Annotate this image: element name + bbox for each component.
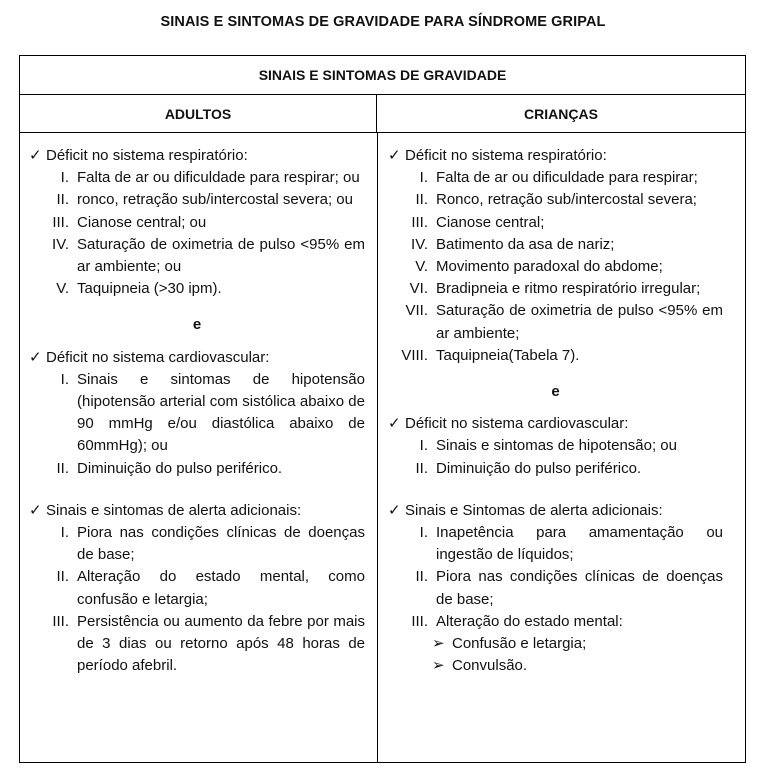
roman-numeral: III. — [411, 612, 428, 630]
document-title: SINAIS E SINTOMAS DE GRAVIDADE PARA SÍNDROME GRIPAL — [160, 14, 606, 30]
children-respiratory-section — [388, 145, 723, 367]
item-text: Sinais e sintomas de hipotensão (hipotensão arterial com sistólica abaixo de 90 mmHg e/ou diastólica abaixo de 60mmHg); ou — [77, 370, 365, 455]
roman-numeral: I. — [60, 370, 69, 388]
section-title: Déficit no sistema respiratório: — [46, 147, 248, 164]
roman-numeral: VII. — [405, 302, 428, 320]
item-text: Alteração do estado mental, como confusão e letargia; — [77, 568, 365, 608]
roman-numeral: II. — [56, 568, 69, 586]
adults-respiratory-section — [29, 145, 365, 300]
list-item — [29, 212, 365, 234]
roman-numeral: III. — [52, 213, 69, 231]
item-text: Piora nas condições clínicas de doenças de base; — [77, 524, 365, 564]
column-divider — [377, 133, 378, 762]
list-item — [29, 611, 365, 678]
column-header-adults: ADULTOS — [20, 95, 377, 133]
roman-numeral: IV. — [411, 235, 428, 253]
section-title: Sinais e Sintomas de alerta adicionais: — [405, 501, 663, 519]
item-text: Diminuição do pulso periférico. — [77, 459, 283, 477]
arrow-icon: ➢ — [432, 635, 445, 653]
roman-numeral: I. — [419, 524, 428, 542]
item-text: Inapetência para amamentação ou ingestão de líquidos; — [436, 524, 723, 564]
children-cardiovascular-section — [388, 413, 723, 480]
check-icon: ✓ — [388, 147, 401, 164]
roman-numeral: I. — [419, 437, 428, 455]
list-item — [388, 611, 723, 633]
item-text: Persistência ou aumento da febre por mais de 3 dias ou retorno após 48 horas de período afebril. — [77, 612, 365, 675]
list-item — [388, 300, 723, 344]
adults-additional-section — [29, 500, 365, 678]
item-text: Falta de ar ou dificuldade para respirar; ou — [77, 169, 360, 187]
item-text: Movimento paradoxal do abdome; — [436, 258, 663, 276]
sub-item-text: Convulsão. — [452, 657, 528, 675]
section-title: Déficit no sistema cardiovascular: — [46, 348, 270, 366]
roman-numeral: III. — [52, 612, 69, 630]
list-item — [388, 167, 723, 189]
spacer — [29, 480, 365, 500]
list-item — [29, 189, 365, 211]
item-text: Sinais e sintomas de hipotensão; ou — [436, 437, 677, 455]
arrow-icon: ➢ — [432, 657, 445, 675]
list-item — [29, 522, 365, 566]
item-text: Ronco, retração sub/intercostal severa; — [436, 191, 697, 209]
item-text: ronco, retração sub/intercostal severa; ou — [77, 191, 353, 209]
children-additional-section — [388, 500, 723, 678]
item-text: Cianose central; — [436, 213, 545, 231]
list-item — [388, 522, 723, 566]
roman-numeral: II. — [56, 459, 69, 477]
check-icon: ✓ — [29, 147, 42, 164]
roman-numeral: II. — [415, 459, 428, 477]
list-item — [388, 458, 723, 480]
roman-numeral: I. — [60, 524, 69, 542]
item-text: Falta de ar ou dificuldade para respirar; — [436, 169, 698, 187]
section-title: Déficit no sistema cardiovascular: — [405, 415, 629, 433]
list-item — [29, 566, 365, 610]
adults-cardiovascular-section — [29, 347, 365, 480]
sub-list-item — [388, 655, 723, 677]
list-item — [29, 234, 365, 278]
severity-table — [19, 55, 746, 763]
roman-numeral: II. — [56, 191, 69, 209]
roman-numeral: I. — [60, 169, 69, 187]
roman-numeral: II. — [415, 191, 428, 209]
list-item — [388, 278, 723, 300]
list-item — [29, 369, 365, 458]
list-item — [388, 234, 723, 256]
conjunction: e — [551, 383, 560, 401]
spacer — [388, 480, 723, 500]
list-item — [388, 345, 723, 367]
item-text: Alteração do estado mental: — [436, 612, 623, 630]
roman-numeral: V. — [415, 258, 428, 276]
list-item — [29, 167, 365, 189]
item-text: Taquipneia(Tabela 7). — [436, 346, 580, 364]
check-icon: ✓ — [29, 348, 42, 366]
check-icon: ✓ — [29, 501, 42, 519]
item-text: Saturação de oximetria de pulso <95% em ar ambiente; ou — [77, 235, 365, 276]
conjunction: e — [192, 316, 202, 334]
item-text: Saturação de oximetria de pulso <95% em ar ambiente; — [436, 302, 723, 342]
sub-item-text: Confusão e letargia; — [452, 635, 587, 653]
item-text: Bradipneia e ritmo respiratório irregular; — [436, 280, 701, 298]
section-title: Sinais e sintomas de alerta adicionais: — [46, 501, 302, 519]
section-title: Déficit no sistema respiratório: — [405, 147, 607, 164]
list-item — [388, 256, 723, 278]
item-text: Taquipneia (>30 ipm). — [77, 280, 222, 298]
column-header-children: CRIANÇAS — [377, 95, 745, 133]
item-text: Cianose central; ou — [77, 213, 207, 231]
roman-numeral: III. — [411, 213, 428, 231]
list-item — [388, 566, 723, 610]
table-header: SINAIS E SINTOMAS DE GRAVIDADE — [20, 56, 745, 95]
check-icon: ✓ — [388, 501, 401, 519]
item-text: Diminuição do pulso periférico. — [436, 459, 642, 477]
roman-numeral: V. — [56, 280, 69, 298]
children-column — [379, 133, 745, 762]
list-item — [29, 458, 365, 480]
item-text: Piora nas condições clínicas de doenças de base; — [436, 568, 723, 608]
adults-column — [20, 133, 377, 762]
list-item — [388, 189, 723, 211]
check-icon: ✓ — [388, 415, 401, 433]
roman-numeral: I. — [419, 169, 428, 187]
item-text: Batimento da asa de nariz; — [436, 235, 615, 253]
sub-list-item — [388, 633, 723, 655]
roman-numeral: II. — [415, 568, 428, 586]
list-item — [29, 278, 365, 300]
roman-numeral: VI. — [409, 280, 428, 298]
roman-numeral: IV. — [52, 235, 69, 253]
list-item — [388, 435, 723, 457]
list-item — [388, 212, 723, 234]
roman-numeral: VIII. — [401, 346, 428, 364]
